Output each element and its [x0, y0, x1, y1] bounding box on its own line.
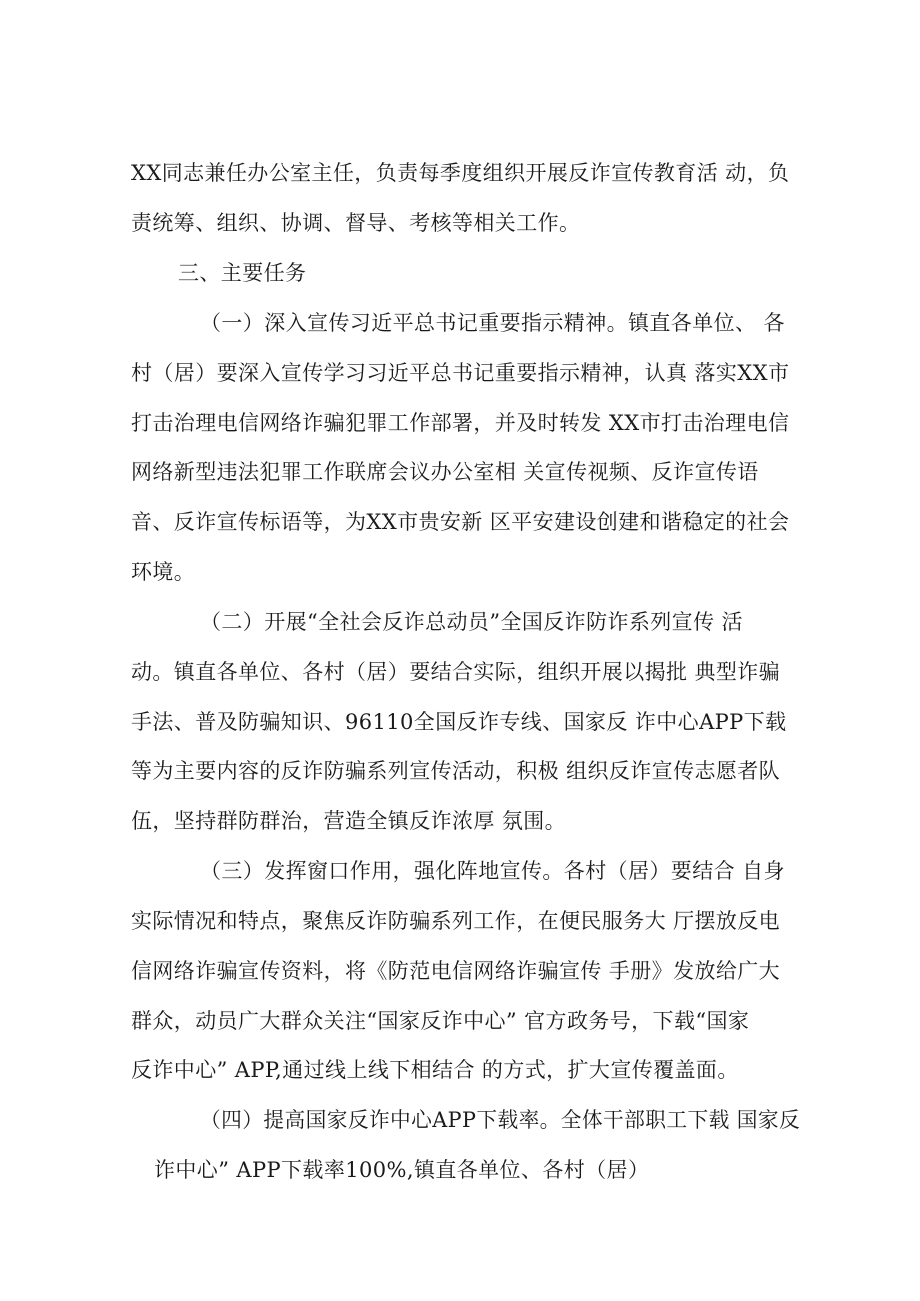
paragraph-line: （一）深入宣传习近平总书记重要指示精神。镇直各单位、 各 [200, 311, 785, 335]
paragraph-line: 动。镇直各单位、各村（居）要结合实际，组织开展以揭批 典型诈骗 [131, 660, 781, 684]
paragraph-line: （二）开展“全社会反诈总动员”全国反诈防诈系列宣传 活 [200, 610, 743, 634]
paragraph-line: 群众，动员广大群众关注“国家反诈中心” 官方政务号，下载“国家 [131, 1009, 750, 1033]
paragraph-line: XX同志兼任办公室主任，负责每季度组织开展反诈宣传教育活 动，负 [131, 161, 790, 185]
section-heading: 三、主要任务 [178, 261, 307, 285]
paragraph-line: 环境。 [131, 560, 196, 584]
paragraph-line: 责统筹、组织、协调、督导、考核等相关工作。 [131, 211, 581, 235]
paragraph-line: 村（居）要深入宣传学习习近平总书记重要指示精神，认真 落实XX市 [131, 361, 790, 385]
paragraph-line: 实际情况和特点，聚焦反诈防骗系列工作，在便民服务大 厅摆放反电 [131, 909, 781, 933]
paragraph-line: 信网络诈骗宣传资料，将《防范电信网络诈骗宣传 手册》发放给广大 [131, 959, 781, 983]
paragraph-line: 手法、普及防骗知识、96110全国反诈专线、国家反 诈中心APP下载 [131, 710, 787, 734]
paragraph-line: （三）发挥窗口作用，强化阵地宣传。各村（居）要结合 自身 [200, 859, 785, 883]
paragraph-line: 等为主要内容的反诈防骗系列宣传活动，积极 组织反诈宣传志愿者队 [131, 759, 781, 783]
paragraph-line: 网络新型违法犯罪工作联席会议办公室相 关宣传视频、反诈宣传语 [131, 460, 759, 484]
paragraph-line: 反诈中心” APP,通过线上线下相结合 的方式，扩大宣传覆盖面。 [131, 1058, 739, 1082]
paragraph-line: （四）提高国家反诈中心APP下载率。全体干部职工下载 国家反 [200, 1108, 801, 1132]
paragraph-line: 伍，坚持群防群治，营造全镇反诈浓厚 氛围。 [131, 809, 567, 833]
paragraph-line: 诈中心” APP下载率100%,镇直各单位、各村（居） [154, 1158, 650, 1182]
paragraph-line: 打击治理电信网络诈骗犯罪工作部署，并及时转发 XX市打击治理电信 [131, 411, 790, 435]
paragraph-line: 音、反诈宣传标语等，为XX市贵安新 区平安建设创建和谐稳定的社会 [131, 510, 790, 534]
